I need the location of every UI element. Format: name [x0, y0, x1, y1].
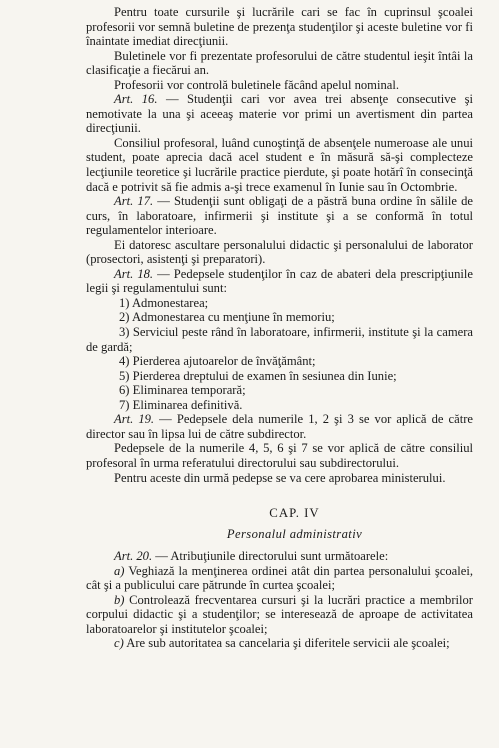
- article-16-label: Art. 16.: [114, 92, 158, 107]
- paragraph-sheets-presentation: Buletinele vor fi prezentate profesorului de către studentul ieşit întâi la clasificaţie a fiecărui an.: [86, 48, 473, 78]
- item-b-label: b): [114, 592, 125, 607]
- article-18-label: Art. 18.: [114, 266, 154, 281]
- item-a-text: Veghiază la menţinerea ordinei atât din partea personalului şcoalei, cât şi a publicului care pătrunde în curtea şcoalei;: [86, 563, 473, 593]
- penalty-item: 3) Serviciul peste rând în laboratoare, infirmerii, institute şi la camera de gardă;: [86, 325, 473, 354]
- article-20-item-a: [86, 564, 473, 593]
- paragraph-professor-council: Consiliul profesoral, luând cunoştinţă de absenţele numeroase ale unui student, poate aprecia dacă acel student e în măsură să-şi complecteze lecţiunile teoretice şi lucrările practice pierdute, şi poate hotărî în consecinţă dacă e potrivit să fie admis a-şi trece examenul în Iunie sau în Octombrie.: [86, 135, 473, 194]
- paragraph-attendance-sheets: Pentru toate cursurile şi lucrările cari se fac în cuprinsul şcoalei profesorii vor semnă buletine de prezenţa studenţilor şi aceste buletine vor fi înaintate imediat direcţiunii.: [86, 5, 473, 49]
- article-18: [86, 267, 473, 296]
- article-16-text: — Studenţii cari vor avea trei absenţe consecutive şi nemotivate la una şi aceeaş materie vor primi un avertisment din partea direcţiunii.: [86, 92, 473, 136]
- article-20-text: — Atribuţiunile directorului sunt următoarele:: [152, 549, 389, 564]
- paragraph-obedience: Ei datoresc ascultare personalului didactic şi personalului de laborator (prosectori, asistenţi şi preparatori).: [86, 237, 473, 267]
- penalty-item: 7) Eliminarea definitivă.: [119, 397, 243, 412]
- item-a-label: a): [114, 563, 125, 578]
- article-19: [86, 412, 473, 441]
- paragraph-roll-call: Profesorii vor controlă buletinele făcând apelul nominal.: [114, 77, 400, 92]
- item-c-text: Are sub autoritatea sa cancelaria şi diferitele servicii ale şcoalei;: [123, 636, 450, 651]
- penalty-item: 1) Admonestarea;: [119, 295, 209, 310]
- item-b-text: Controlează frecventarea cursuri şi la lucrări practice a membrilor corpului didactic şi a studenţilor; se interesează de aproape de activitatea laboratoarelor şi institutelor şcoalei;: [86, 592, 473, 636]
- section-title: Personalul administrativ: [226, 526, 363, 541]
- article-19-label: Art. 19.: [114, 412, 155, 427]
- article-19-text: — Pedepsele dela numerile 1, 2 şi 3 se vor aplică de către director sau în lipsa lui de către subdirector.: [86, 412, 473, 441]
- paragraph-penalties-council: Pedepsele de la numerile 4, 5, 6 şi 7 se vor aplică de către consiliul profesoral în urma referatului directorului sau subdirectorului.: [86, 441, 473, 470]
- item-c-label: c): [114, 636, 124, 651]
- chapter-heading: CAP. IV: [269, 506, 320, 521]
- article-20-item-b: [86, 593, 473, 637]
- article-17-label: Art. 17.: [114, 194, 154, 209]
- article-18-text: — Pedepsele studenţilor în caz de abateri dela prescripţiunile legii şi regulamentului sunt:: [86, 266, 473, 296]
- article-16: [86, 92, 473, 136]
- penalties-list: [86, 296, 473, 412]
- penalty-item: 6) Eliminarea temporară;: [119, 383, 246, 398]
- penalty-item: 2) Admonestarea cu menţiune în memoriu;: [119, 310, 335, 325]
- article-17-text: — Studenţii sunt obligaţi de a păstră buna ordine în sălile de curs, în laboratoare, infirmerii şi institute şi a se conformă în totul regulamentelor interioare.: [86, 194, 473, 238]
- article-20-label: Art. 20.: [114, 549, 153, 564]
- article-20: [86, 549, 473, 564]
- paragraph-ministry-approval: Pentru aceste din urmă pedepse se va cere aprobarea ministerului.: [114, 470, 446, 485]
- article-20-item-c: [86, 636, 473, 651]
- penalty-item: 4) Pierderea ajutoarelor de învăţământ;: [119, 354, 316, 369]
- penalty-item: 5) Pierderea dreptului de examen în sesiunea din Iunie;: [119, 368, 397, 383]
- article-17: [86, 194, 473, 238]
